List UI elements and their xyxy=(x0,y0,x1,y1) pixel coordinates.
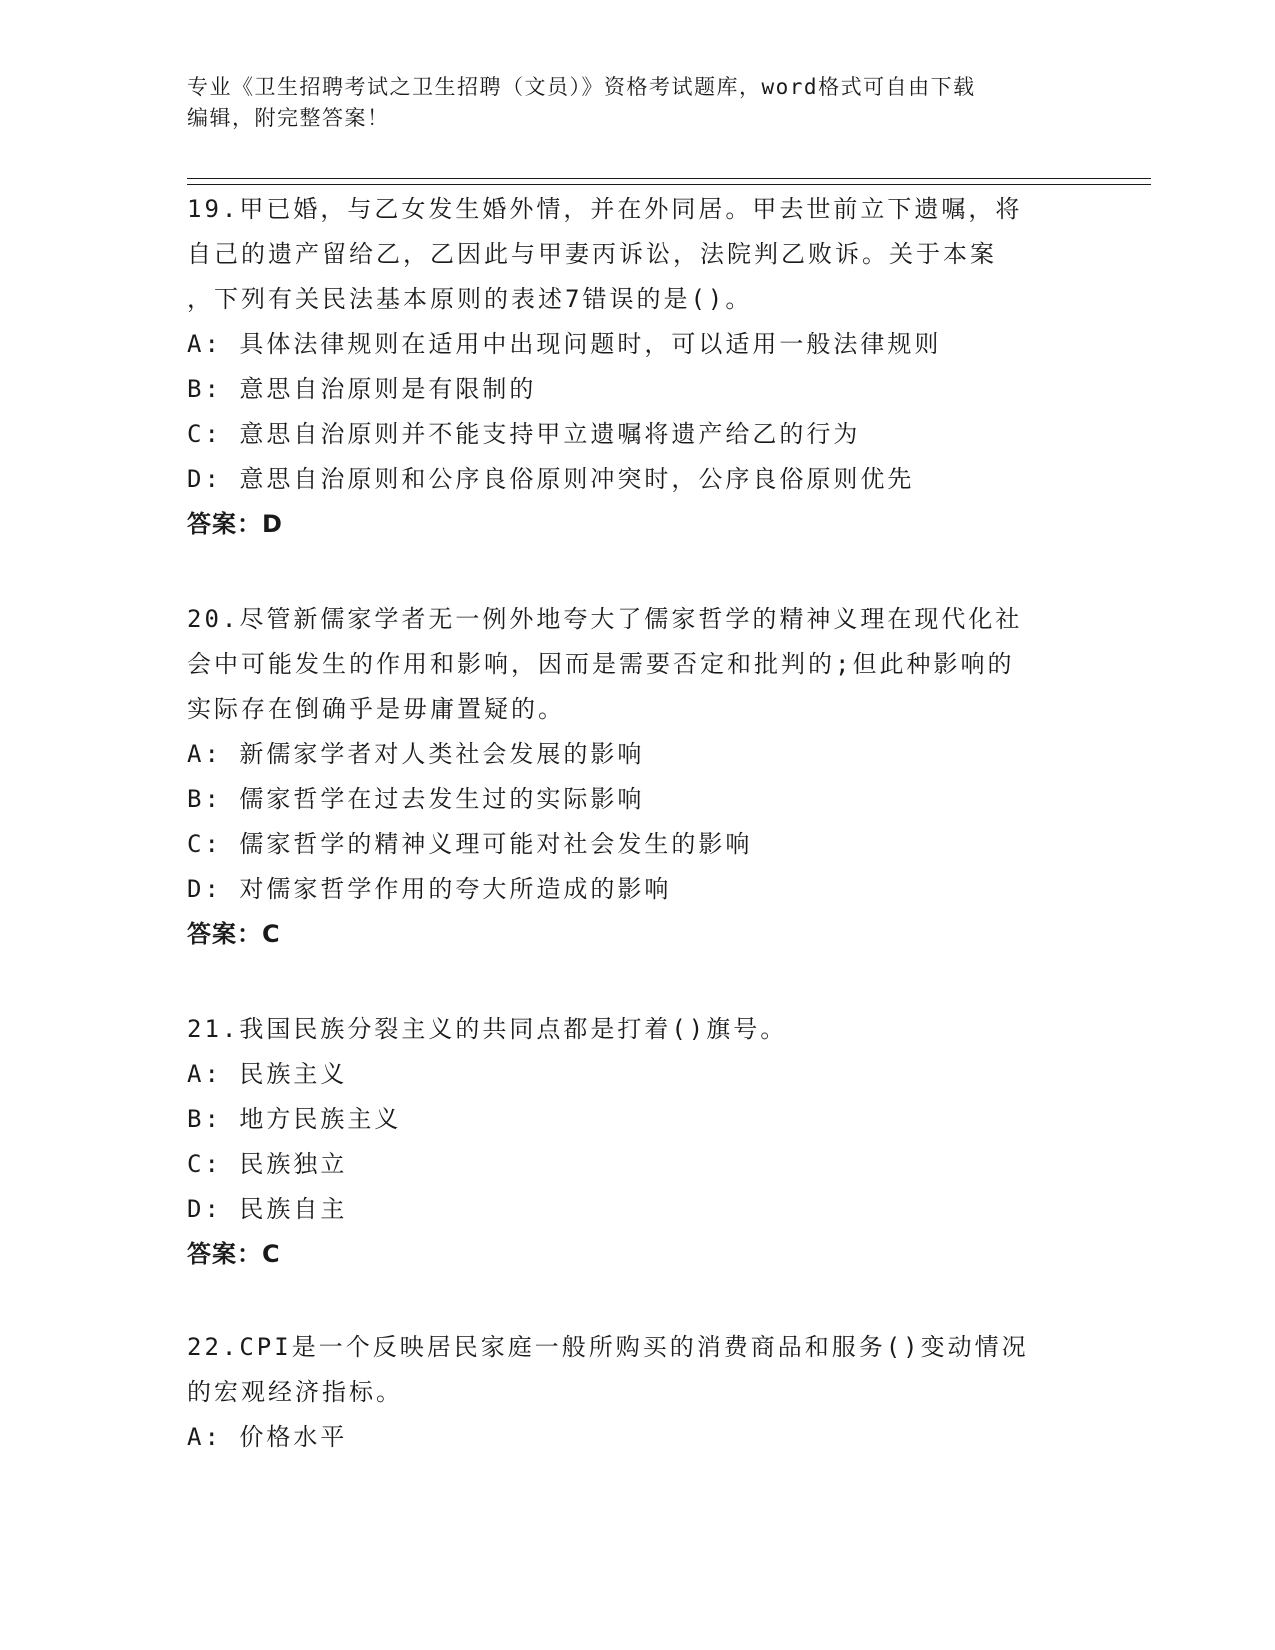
option-d: D: 对儒家哲学作用的夸大所造成的影响 xyxy=(187,875,672,903)
answer: 答案：C xyxy=(187,920,281,948)
question-stem-line: 22.CPI是一个反映居民家庭一般所购买的消费商品和服务()变动情况 xyxy=(187,1333,1029,1361)
question-stem-line: 19.甲已婚，与乙女发生婚外情，并在外同居。甲去世前立下遗嘱，将 xyxy=(187,195,1023,223)
option-b: B: 意思自治原则是有限制的 xyxy=(187,375,537,403)
question-22 xyxy=(187,1325,1077,1460)
question-stem-line: 的宏观经济指标。 xyxy=(187,1378,403,1406)
option-d: D: 意思自治原则和公序良俗原则冲突时，公序良俗原则优先 xyxy=(187,465,915,493)
document-header xyxy=(187,72,1087,134)
option-d: D: 民族自主 xyxy=(187,1195,348,1223)
question-20 xyxy=(187,597,1077,957)
question-stem-line: ，下列有关民法基本原则的表述7错误的是()。 xyxy=(187,285,753,313)
header-line-1: 专业《卫生招聘考试之卫生招聘（文员）》资格考试题库，word格式可自由下载 xyxy=(187,75,976,99)
question-stem-line: 21.我国民族分裂主义的共同点都是打着()旗号。 xyxy=(187,1015,788,1043)
option-c: C: 儒家哲学的精神义理可能对社会发生的影响 xyxy=(187,830,753,858)
question-stem-line: 实际存在倒确乎是毋庸置疑的。 xyxy=(187,695,565,723)
option-c: C: 民族独立 xyxy=(187,1150,348,1178)
header-divider-bottom xyxy=(187,184,1151,185)
header-line-2: 编辑，附完整答案！ xyxy=(187,106,390,130)
option-a: A: 新儒家学者对人类社会发展的影响 xyxy=(187,740,645,768)
question-21 xyxy=(187,1007,1077,1277)
header-divider-top xyxy=(187,178,1151,179)
option-a: A: 民族主义 xyxy=(187,1060,348,1088)
option-b: B: 儒家哲学在过去发生过的实际影响 xyxy=(187,785,645,813)
question-stem-line: 自己的遗产留给乙，乙因此与甲妻丙诉讼，法院判乙败诉。关于本案 xyxy=(187,240,997,268)
question-stem-line: 会中可能发生的作用和影响，因而是需要否定和批判的;但此种影响的 xyxy=(187,650,1015,678)
option-a: A: 具体法律规则在适用中出现问题时，可以适用一般法律规则 xyxy=(187,330,942,358)
answer: 答案：D xyxy=(187,510,283,538)
answer: 答案：C xyxy=(187,1240,281,1268)
option-a: A: 价格水平 xyxy=(187,1423,348,1451)
question-stem-line: 20.尽管新儒家学者无一例外地夸大了儒家哲学的精神义理在现代化社 xyxy=(187,605,1023,633)
option-c: C: 意思自治原则并不能支持甲立遗嘱将遗产给乙的行为 xyxy=(187,420,861,448)
option-b: B: 地方民族主义 xyxy=(187,1105,402,1133)
question-19 xyxy=(187,187,1077,547)
